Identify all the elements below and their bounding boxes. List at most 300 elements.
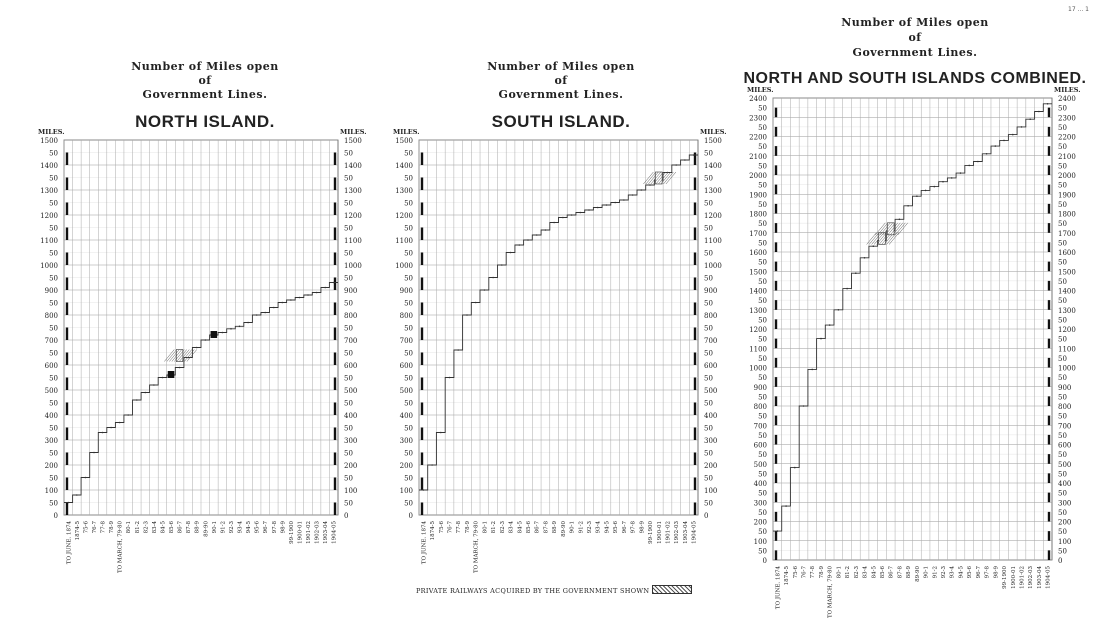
chart-title-line-1: Number of Miles open (131, 60, 279, 73)
data-point (899, 219, 901, 221)
y-tick-label-right: 50 (704, 299, 713, 308)
y-tick-label-left: 50 (404, 399, 413, 408)
y-tick-label-right: 50 (1058, 220, 1067, 229)
y-tick-label-right: 1300 (344, 187, 362, 195)
y-tick-label-left: 600 (753, 441, 767, 450)
y-tick-label-left: 800 (753, 403, 767, 411)
y-tick-label-right: 50 (1058, 451, 1067, 460)
hatch-stroke (182, 350, 192, 362)
x-tick-label: 91-2 (220, 521, 227, 534)
data-point (127, 414, 129, 416)
y-tick-label-left: 50 (404, 349, 413, 358)
y-tick-label-left: 50 (758, 277, 767, 286)
y-tick-label-left: 50 (758, 162, 767, 171)
y-tick-label-right: 1100 (704, 237, 722, 245)
y-tick-label-left: 50 (49, 324, 58, 333)
chart-title-line-1: Number of Miles open (487, 60, 635, 73)
chart-plot-north (28, 0, 382, 580)
y-tick-label-left: 50 (758, 451, 767, 460)
x-tick-label: TO MARCH, 79-80 (473, 521, 480, 574)
y-tick-label-right: 1600 (1058, 249, 1076, 257)
x-tick-label: 92-3 (587, 521, 594, 534)
y-tick-label-left: 400 (44, 412, 58, 420)
data-point (811, 369, 813, 371)
y-tick-label-left: 50 (404, 224, 413, 233)
x-tick-label: 81-2 (134, 521, 141, 534)
x-tick-label: 95-6 (254, 521, 261, 534)
x-tick-label: 98-9 (993, 566, 1000, 579)
y-tick-label-right: 100 (1058, 537, 1072, 546)
y-axis-label-left: MILES. (38, 128, 65, 136)
data-point (110, 427, 112, 429)
x-tick-label: 89-90 (560, 521, 567, 537)
y-tick-label-left: 2300 (749, 114, 767, 123)
data-point (641, 189, 643, 191)
y-tick-label-right: 50 (344, 274, 353, 283)
data-point (1003, 140, 1005, 142)
y-tick-label-right: 50 (344, 224, 353, 233)
y-tick-label-left: 50 (758, 143, 767, 152)
x-tick-label: 91-2 (578, 521, 585, 534)
y-tick-label-right: 50 (1058, 528, 1067, 537)
x-tick-label: 1903-04 (323, 521, 330, 544)
x-tick-label: 98-9 (639, 521, 646, 534)
y-tick-label-left: 1400 (749, 287, 767, 296)
y-tick-label-right: 50 (344, 449, 353, 458)
data-point (205, 339, 207, 341)
y-tick-label-right: 1100 (1058, 345, 1076, 354)
y-tick-label-left: 300 (399, 437, 413, 445)
y-tick-label-left: 50 (758, 316, 767, 325)
x-tick-label: 99-1900 (1002, 566, 1009, 589)
x-tick-label: 1901-02 (306, 521, 313, 544)
y-tick-label-right: 0 (344, 512, 349, 520)
data-point (968, 165, 970, 167)
data-point (316, 292, 318, 294)
x-tick-label: 85-6 (879, 566, 886, 579)
y-tick-label-right: 2100 (1058, 152, 1076, 161)
y-tick-label-right: 50 (1058, 431, 1067, 440)
data-point (794, 467, 796, 469)
y-tick-label-left: 1300 (749, 306, 767, 315)
y-tick-label-left: 0 (53, 512, 58, 520)
y-tick-label-right: 50 (1058, 162, 1067, 171)
y-axis-label-right: MILES. (700, 128, 727, 136)
x-tick-label: 96-7 (621, 521, 628, 534)
x-tick-label: 76-7 (447, 521, 454, 534)
y-tick-label-right: 50 (344, 349, 353, 358)
x-tick-label: 1902-03 (314, 521, 321, 544)
x-tick-label: 89-90 (914, 566, 921, 582)
data-point (466, 314, 468, 316)
y-tick-label-left: 1700 (749, 229, 767, 238)
y-tick-label-right: 50 (704, 199, 713, 208)
y-tick-label-left: 700 (753, 422, 767, 431)
chart-region-title: SOUTH ISLAND. (491, 112, 631, 131)
x-tick-label: TO MARCH, 79-80 (827, 566, 834, 619)
data-point (623, 199, 625, 201)
data-point (838, 309, 840, 311)
y-tick-label-right: 50 (1058, 508, 1067, 517)
data-point (820, 338, 822, 340)
y-tick-label-left: 600 (44, 362, 58, 370)
y-tick-label-right: 50 (1058, 104, 1067, 113)
x-tick-label: 1904-05 (691, 521, 698, 544)
chart-title-line-3: Government Lines. (852, 46, 978, 59)
y-tick-label-left: 600 (399, 362, 413, 370)
y-tick-label-left: 50 (758, 220, 767, 229)
y-tick-label-left: 0 (408, 512, 413, 520)
chart-region-title: NORTH AND SOUTH ISLANDS COMBINED. (743, 70, 1087, 87)
x-tick-label: 94-5 (604, 521, 611, 534)
data-point (580, 212, 582, 214)
y-tick-label-left: 50 (404, 149, 413, 158)
data-point (282, 302, 284, 304)
chart-title-line-2: of (198, 74, 212, 87)
data-point (562, 217, 564, 219)
data-point (614, 202, 616, 204)
data-point (1029, 118, 1031, 120)
y-tick-label-left: 1200 (395, 212, 413, 220)
x-tick-label: 1902-03 (674, 521, 681, 544)
y-tick-label-right: 50 (1058, 297, 1067, 306)
y-tick-label-left: 1000 (40, 262, 58, 270)
x-tick-label: 1904-05 (331, 521, 338, 544)
x-tick-label: 1900-01 (297, 521, 304, 544)
data-point (916, 195, 918, 197)
y-tick-label-left: 1600 (749, 249, 767, 257)
data-point (1047, 103, 1049, 105)
x-tick-label: TO JUNE. 1874 (775, 566, 782, 610)
x-tick-label: 88-9 (552, 521, 559, 534)
y-axis-label-left: MILES. (393, 128, 420, 136)
data-point (76, 494, 78, 496)
y-tick-label-right: 0 (1058, 557, 1063, 565)
y-tick-label-right: 900 (1058, 383, 1072, 392)
x-tick-label: 78-9 (109, 521, 116, 534)
acquired-railway-marker (168, 371, 175, 378)
y-tick-label-right: 900 (704, 287, 718, 295)
x-tick-label: 85-6 (169, 521, 176, 534)
data-point (230, 328, 232, 330)
data-point (457, 349, 459, 351)
y-tick-label-right: 500 (1058, 460, 1072, 469)
data-point (475, 302, 477, 304)
y-tick-label-right: 50 (1058, 258, 1067, 267)
data-point (571, 214, 573, 216)
data-point (864, 257, 866, 259)
y-tick-label-right: 1700 (1058, 229, 1076, 238)
y-tick-label-right: 50 (1058, 335, 1067, 344)
y-axis-label-right: MILES. (340, 128, 367, 136)
data-point (907, 205, 909, 207)
data-point (597, 207, 599, 209)
x-tick-label: 86-7 (177, 521, 184, 534)
y-tick-label-right: 200 (704, 462, 718, 470)
x-tick-label: 97-8 (630, 521, 637, 534)
data-point (942, 181, 944, 183)
y-tick-label-right: 50 (344, 199, 353, 208)
x-tick-label: 1874-5 (74, 521, 81, 541)
x-tick-label: 92-3 (941, 566, 948, 579)
y-tick-label-left: 50 (404, 374, 413, 383)
x-tick-label: 75-6 (83, 521, 90, 534)
y-tick-label-left: 50 (758, 335, 767, 344)
y-tick-label-right: 50 (704, 274, 713, 283)
data-point (977, 161, 979, 163)
y-tick-label-left: 200 (399, 462, 413, 470)
y-tick-label-right: 50 (344, 324, 353, 333)
x-tick-label: 83-4 (508, 521, 515, 534)
y-tick-label-right: 600 (344, 362, 358, 370)
y-tick-label-right: 50 (704, 249, 713, 258)
data-point (553, 222, 555, 224)
y-tick-label-left: 50 (49, 474, 58, 483)
y-tick-label-left: 1500 (749, 268, 767, 277)
y-tick-label-right: 50 (1058, 316, 1067, 325)
y-tick-label-right: 600 (1058, 441, 1072, 450)
y-tick-label-right: 50 (344, 474, 353, 483)
y-tick-label-left: 700 (44, 337, 58, 345)
x-tick-label: 80-1 (126, 521, 133, 534)
x-tick-label: 97-8 (984, 566, 991, 579)
y-tick-label-left: 2200 (749, 133, 767, 142)
y-tick-label-right: 300 (704, 437, 718, 445)
x-tick-label: 77-8 (456, 521, 463, 534)
y-tick-label-left: 50 (758, 200, 767, 209)
x-tick-label: 1903-04 (1036, 566, 1043, 589)
y-tick-label-right: 50 (704, 424, 713, 433)
y-tick-label-right: 400 (704, 412, 718, 420)
data-point (934, 186, 936, 188)
y-tick-label-left: 2000 (749, 172, 767, 180)
x-tick-label: 75-6 (438, 521, 445, 534)
x-tick-label: 87-8 (186, 521, 193, 534)
data-point (222, 332, 224, 334)
y-tick-label-left: 1000 (749, 364, 767, 373)
y-tick-label-right: 1300 (1058, 306, 1076, 315)
y-tick-label-left: 50 (404, 499, 413, 508)
data-point (102, 432, 104, 434)
x-tick-label: 89-90 (203, 521, 210, 537)
y-tick-label-left: 50 (404, 249, 413, 258)
y-tick-label-left: 1100 (395, 237, 413, 245)
y-tick-label-left: 50 (758, 354, 767, 363)
y-tick-label-right: 900 (344, 287, 358, 295)
y-tick-label-right: 1800 (1058, 210, 1076, 219)
y-tick-label-right: 50 (704, 474, 713, 483)
x-tick-label: 94-5 (958, 566, 965, 579)
y-tick-label-right: 500 (704, 387, 718, 395)
y-tick-label-right: 2300 (1058, 114, 1076, 123)
y-tick-label-left: 900 (44, 287, 58, 295)
x-tick-label: 90-1 (569, 521, 576, 534)
y-tick-label-right: 50 (1058, 239, 1067, 248)
y-tick-label-left: 1800 (749, 210, 767, 219)
x-tick-label: 83-4 (862, 566, 869, 579)
y-tick-label-left: 50 (404, 174, 413, 183)
y-tick-label-left: 50 (758, 104, 767, 113)
x-tick-label: 1900-01 (656, 521, 663, 544)
data-point (960, 172, 962, 174)
x-tick-label: TO JUNE. 1874 (66, 521, 73, 565)
x-tick-label: 93-4 (237, 521, 244, 534)
x-tick-label: 80-1 (482, 521, 489, 534)
x-tick-label: 78-9 (818, 566, 825, 579)
y-tick-label-right: 2400 (1058, 95, 1076, 103)
y-tick-label-right: 1500 (1058, 268, 1076, 277)
x-tick-label: 1901-02 (665, 521, 672, 544)
data-point (93, 452, 95, 454)
y-tick-label-right: 300 (1058, 499, 1072, 508)
y-tick-label-right: 700 (344, 337, 358, 345)
x-tick-label: 91-2 (932, 566, 939, 579)
chart-plot-combined (740, 0, 1090, 625)
data-point (440, 432, 442, 434)
hatch-stroke (164, 350, 174, 362)
x-tick-label: 92-3 (228, 521, 235, 534)
data-point (855, 272, 857, 274)
y-tick-label-left: 900 (753, 383, 767, 392)
data-point (299, 297, 301, 299)
x-tick-label: 95-6 (613, 521, 620, 534)
y-tick-label-right: 1200 (344, 212, 362, 220)
y-tick-label-left: 50 (49, 149, 58, 158)
x-tick-label: 1901-02 (1019, 566, 1026, 589)
y-tick-label-left: 50 (49, 449, 58, 458)
y-tick-label-left: 50 (404, 274, 413, 283)
data-point (136, 399, 138, 401)
y-tick-label-left: 1100 (40, 237, 58, 245)
y-tick-label-left: 50 (49, 249, 58, 258)
footnote-text: PRIVATE RAILWAYS ACQUIRED BY THE GOVERNMENT SHOWN (416, 587, 650, 595)
y-tick-label-left: 1500 (395, 137, 413, 145)
y-tick-label-right: 50 (1058, 547, 1067, 556)
data-point (431, 464, 433, 466)
y-tick-label-left: 2100 (749, 152, 767, 161)
data-point (145, 392, 147, 394)
x-tick-label: 90-1 (211, 521, 218, 534)
data-point (247, 322, 249, 324)
chart-combined (740, 0, 1090, 625)
y-tick-label-right: 50 (704, 349, 713, 358)
data-point (1038, 111, 1040, 113)
x-tick-label: 1904-05 (1045, 566, 1052, 589)
data-point (693, 154, 695, 156)
y-tick-label-right: 50 (1058, 277, 1067, 286)
chart-title-line-3: Government Lines. (142, 88, 268, 101)
y-tick-label-left: 100 (44, 487, 58, 495)
y-tick-label-right: 600 (704, 362, 718, 370)
y-tick-label-right: 800 (704, 312, 718, 320)
data-point (527, 239, 529, 241)
y-tick-label-left: 800 (44, 312, 58, 320)
y-tick-label-left: 300 (44, 437, 58, 445)
y-tick-label-left: 100 (753, 537, 767, 546)
y-tick-label-right: 50 (704, 174, 713, 183)
y-tick-label-left: 50 (758, 181, 767, 190)
y-tick-label-left: 50 (758, 123, 767, 132)
y-tick-label-right: 300 (344, 437, 358, 445)
hatch-stroke (867, 232, 877, 244)
y-tick-label-left: 1100 (749, 345, 767, 354)
x-tick-label: 88-9 (906, 566, 913, 579)
y-tick-label-right: 50 (344, 174, 353, 183)
y-tick-label-right: 1900 (1058, 191, 1076, 200)
hatched-legend-swatch (652, 585, 692, 594)
chart-title-line-3: Government Lines. (498, 88, 624, 101)
y-tick-label-left: 50 (49, 499, 58, 508)
x-tick-label: 82-3 (499, 521, 506, 534)
data-point (501, 264, 503, 266)
chart-plot-south (386, 0, 736, 580)
y-tick-label-left: 200 (753, 518, 767, 527)
x-tick-label: 82-3 (143, 521, 150, 534)
x-tick-label: 88-9 (194, 521, 201, 534)
x-tick-label: 76-7 (801, 566, 808, 579)
y-tick-label-right: 50 (704, 499, 713, 508)
y-tick-label-left: 1500 (40, 137, 58, 145)
y-tick-label-left: 1300 (395, 187, 413, 195)
x-tick-label: 97-8 (271, 521, 278, 534)
y-tick-label-right: 700 (1058, 422, 1072, 431)
data-point (925, 190, 927, 192)
x-tick-label: 1900-01 (1010, 566, 1017, 589)
y-tick-label-right: 50 (344, 299, 353, 308)
y-tick-label-left: 0 (762, 557, 767, 565)
y-tick-label-right: 50 (1058, 200, 1067, 209)
x-tick-label: 78-9 (464, 521, 471, 534)
y-tick-label-left: 50 (404, 424, 413, 433)
x-tick-label: 95-6 (967, 566, 974, 579)
data-point (606, 204, 608, 206)
y-tick-label-right: 0 (704, 512, 709, 520)
y-tick-label-right: 1000 (344, 262, 362, 270)
chart-north-island (28, 0, 382, 580)
data-point (785, 505, 787, 507)
y-tick-label-left: 50 (49, 174, 58, 183)
y-tick-label-left: 50 (49, 399, 58, 408)
chart-south-island (386, 0, 736, 580)
y-tick-label-left: 1000 (395, 262, 413, 270)
y-tick-label-right: 50 (704, 449, 713, 458)
x-tick-label: 1902-03 (1028, 566, 1035, 589)
data-point (951, 177, 953, 179)
x-tick-label: 99-1900 (648, 521, 655, 544)
y-tick-label-right: 800 (1058, 403, 1072, 411)
y-tick-label-left: 1900 (749, 191, 767, 200)
y-tick-label-right: 50 (1058, 412, 1067, 421)
data-point (803, 405, 805, 407)
y-tick-label-left: 50 (49, 424, 58, 433)
y-tick-label-right: 500 (344, 387, 358, 395)
y-tick-label-left: 50 (49, 374, 58, 383)
y-tick-label-right: 2200 (1058, 133, 1076, 142)
hatch-stroke (643, 172, 653, 184)
data-point (684, 159, 686, 161)
y-tick-label-right: 1500 (704, 137, 722, 145)
hatch-stroke (187, 350, 197, 362)
data-point (119, 422, 121, 424)
y-tick-label-left: 800 (399, 312, 413, 320)
y-tick-label-right: 1000 (704, 262, 722, 270)
data-point (492, 277, 494, 279)
y-tick-label-left: 900 (399, 287, 413, 295)
data-point (290, 299, 292, 301)
x-tick-label: 1874-5 (430, 521, 437, 541)
x-tick-label: 96-7 (263, 521, 270, 534)
x-tick-label: 96-7 (975, 566, 982, 579)
